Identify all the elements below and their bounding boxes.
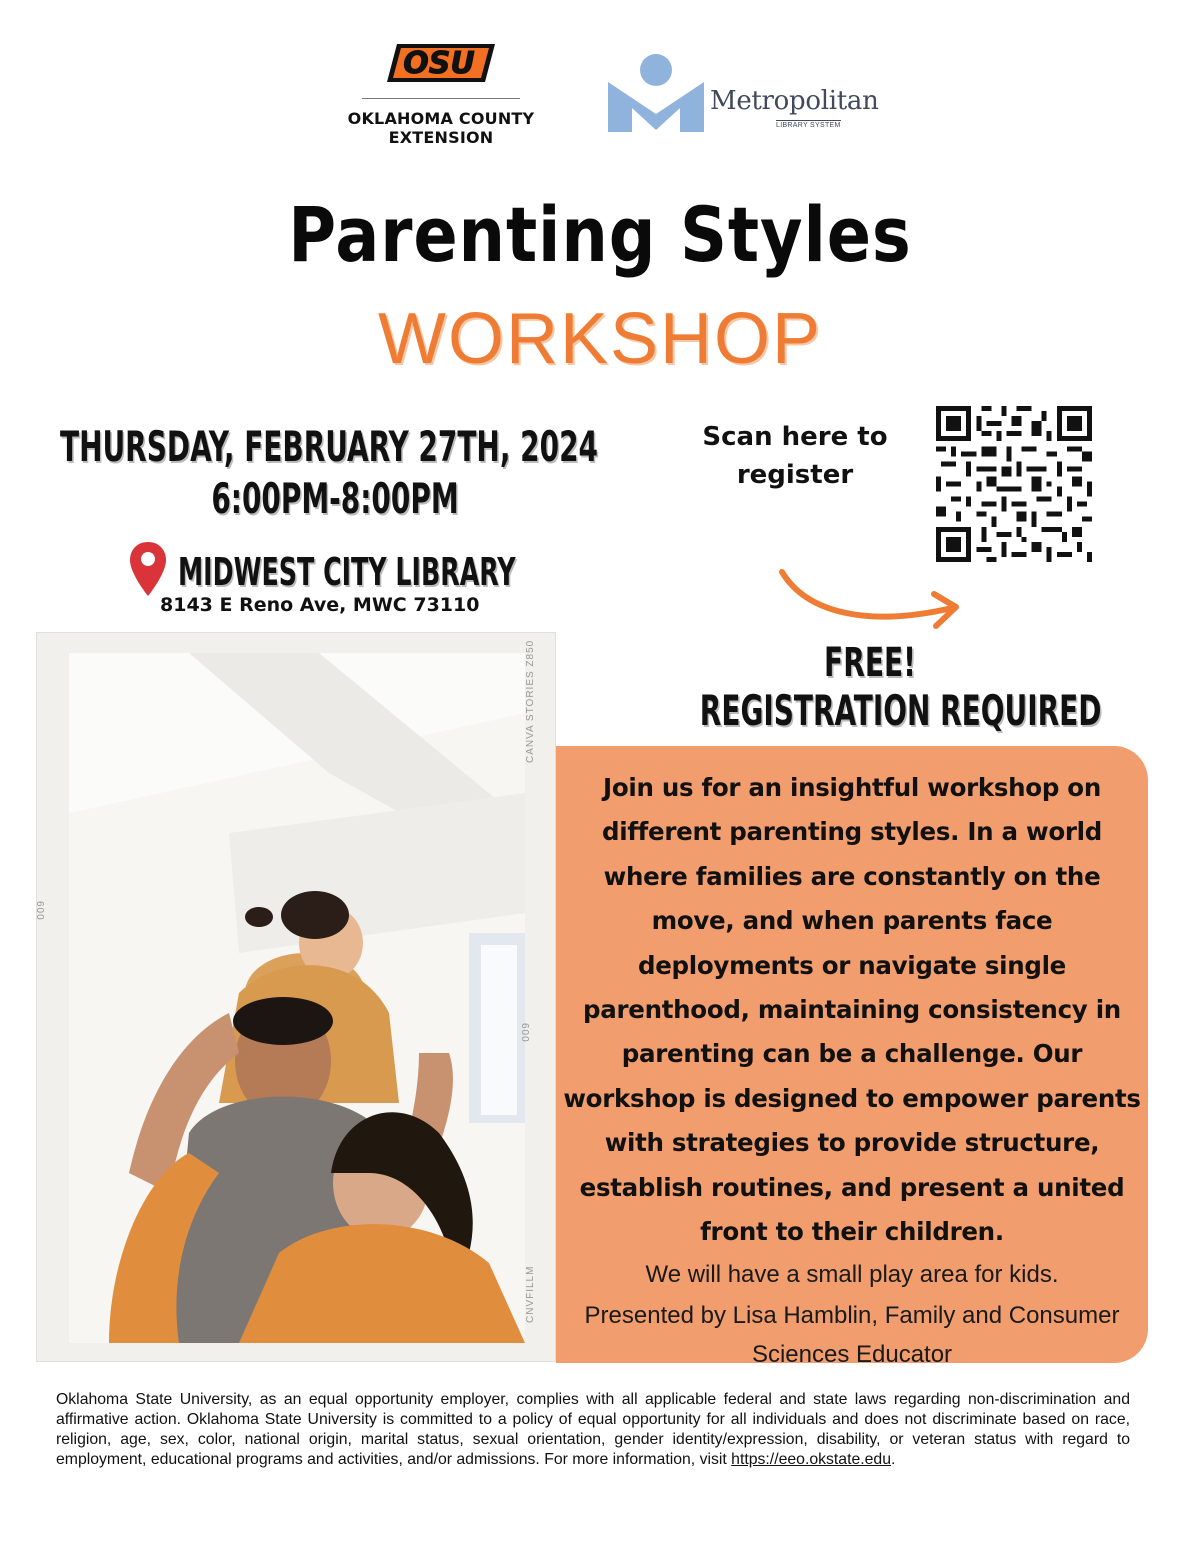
osu-mark-text: OSU — [403, 46, 475, 81]
family-photo-frame — [36, 632, 556, 1362]
play-area-note: We will have a small play area for kids. — [645, 1261, 1059, 1289]
osu-extension-logo — [336, 40, 546, 147]
metropolitan-mark-icon — [606, 52, 706, 134]
family-photo — [69, 653, 525, 1343]
description-main: Join us for an insightful workshop on different parenting styles. In a world where families are constantly on the move, and when parents face deployments or navigate single parenthood, maintaining consistency in parenting can be a challenge. Our workshop is designed to empower parents with strategies to provide structure, establish routines, and present a united front to their children. — [563, 773, 1141, 1247]
family-photo-illustration — [69, 653, 525, 1343]
event-time: 6:00PM-8:00PM — [211, 474, 459, 523]
curved-arrow-icon — [776, 568, 966, 638]
page-subtitle: WORKSHOP — [377, 299, 823, 379]
event-date: THURSDAY, FEBRUARY 27TH, 2024 — [60, 422, 599, 471]
eeo-link[interactable]: https://eeo.okstate.edu — [731, 1451, 892, 1468]
eeo-footer — [56, 1390, 1130, 1470]
eeo-statement: Oklahoma State University, as an equal opportunity employer, complies with all applicable federal and state laws regarding non-discrimination and affirmative action. Oklahoma State University is committed to a policy of equal opportunity for all individuals and does not discriminate based on race, religion, age, sex, color, national origin, marital status, sexual orientation, gender identity/expression, disability, or veteran status with regard to employment, educational programs and activities, and/or admissions. For more information, visit — [56, 1391, 1130, 1468]
scan-instruction — [690, 418, 900, 494]
photo-edge-text-3: 600 — [519, 1023, 530, 1043]
photo-edge-text-1: CANVA STORIES Z850 — [525, 639, 536, 763]
metropolitan-library-logo — [606, 52, 906, 142]
location-pin-icon — [128, 540, 168, 598]
photo-edge-text-4: 600 — [34, 901, 45, 921]
eeo-end: . — [891, 1451, 896, 1468]
photo-edge-text-2: CNVFILLM — [525, 1265, 536, 1323]
metropolitan-name: Metropolitan — [710, 86, 879, 116]
scan-line-2: register — [736, 460, 854, 490]
venue-name: MIDWEST CITY LIBRARY — [178, 550, 516, 594]
presenter-note: Presented by Lisa Hamblin, Family and Consumer Sciences Educator — [584, 1302, 1120, 1368]
metropolitan-subtitle: LIBRARY SYSTEM — [776, 122, 841, 129]
osu-caption-line2: EXTENSION — [388, 128, 494, 147]
osu-caption-line1: OKLAHOMA COUNTY — [347, 109, 535, 128]
qr-code[interactable] — [936, 406, 1092, 562]
page-title: Parenting Styles — [288, 190, 912, 279]
osu-divider — [362, 98, 520, 99]
free-label: FREE! — [824, 640, 916, 686]
description-panel — [556, 746, 1148, 1368]
scan-line-1: Scan here to — [702, 422, 888, 452]
venue-address: 8143 E Reno Ave, MWC 73110 — [160, 594, 480, 616]
osu-logo-icon — [383, 40, 499, 86]
description-text — [556, 766, 1148, 1374]
registration-required-label: REGISTRATION REQUIRED — [699, 686, 1102, 735]
